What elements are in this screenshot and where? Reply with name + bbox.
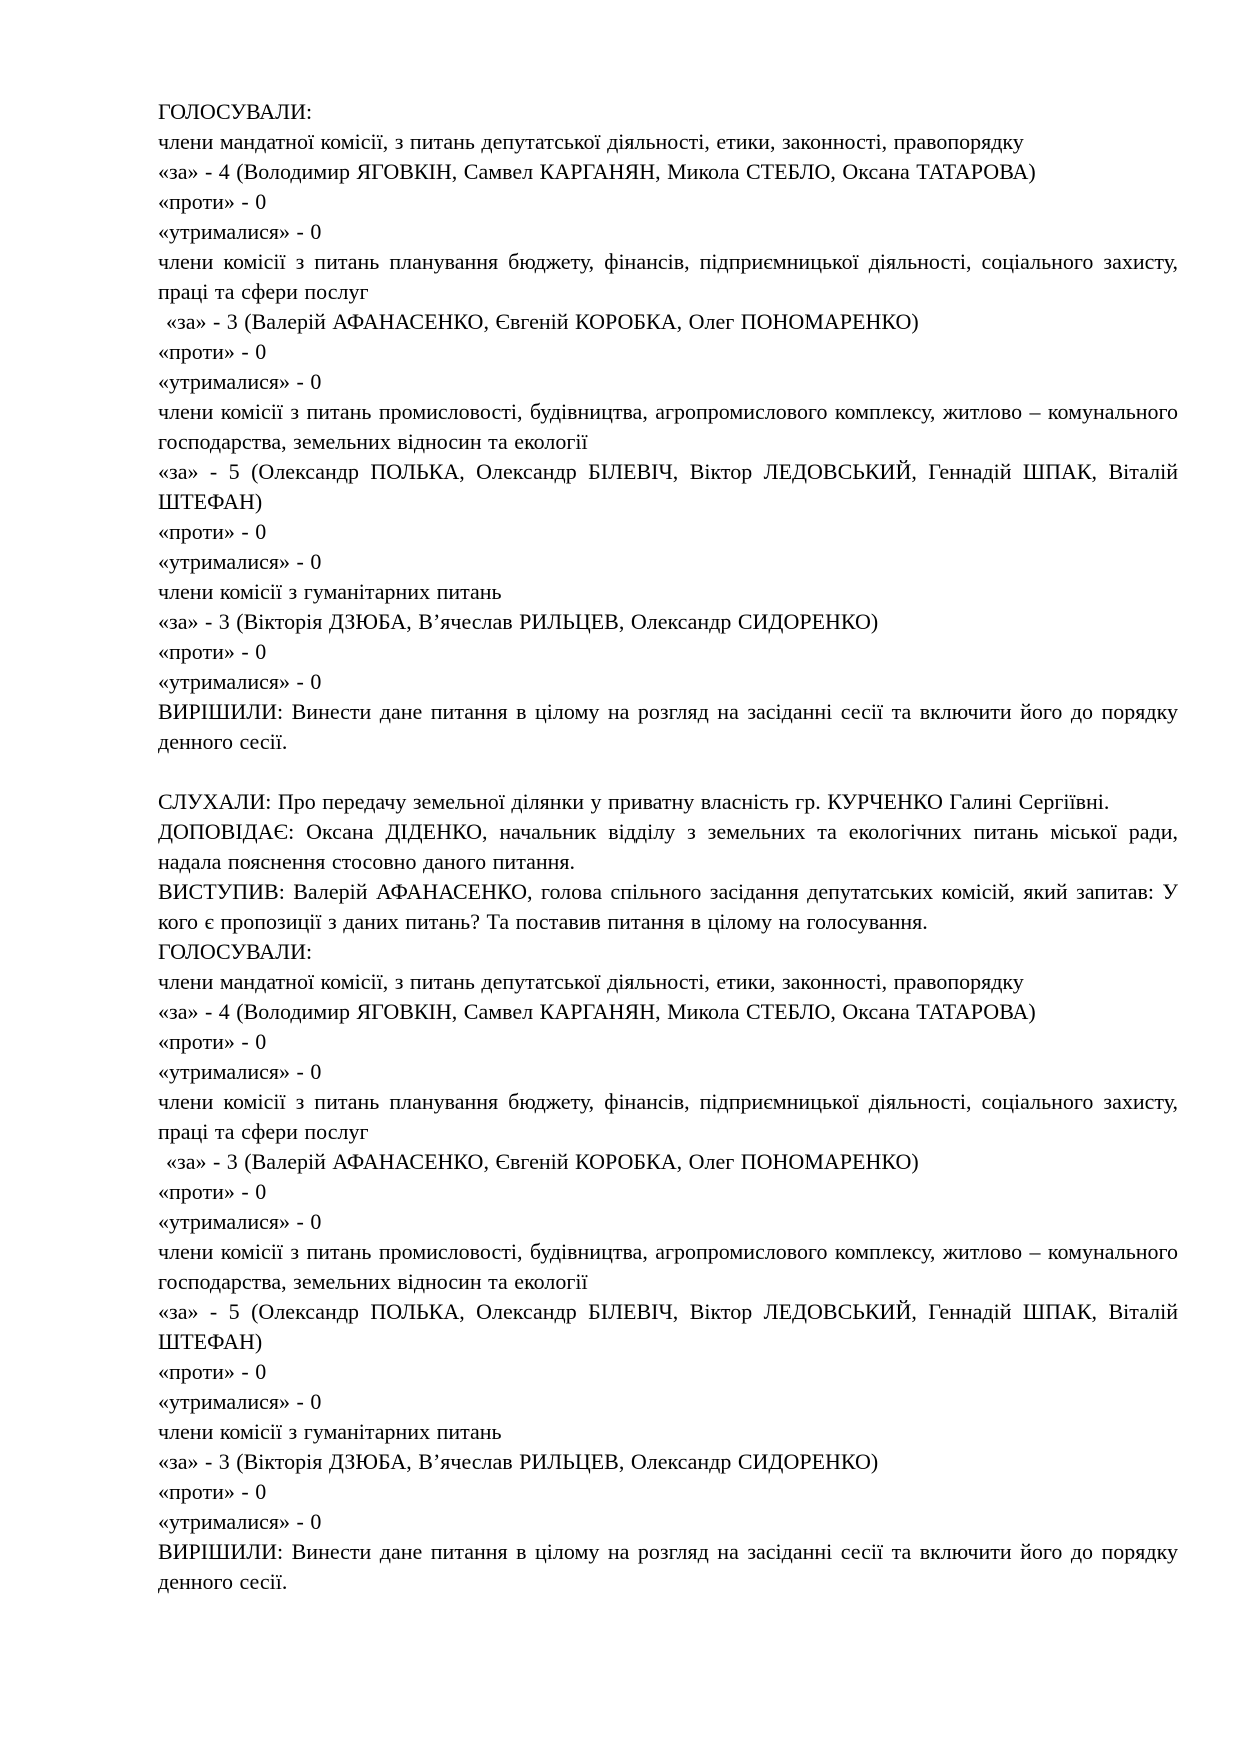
paragraph: «проти» - 0 <box>158 639 267 664</box>
paragraph: «проти» - 0 <box>158 1479 267 1504</box>
paragraph: «за» - 3 (Валерій АФАНАСЕНКО, Євгеній КОРОБКА, Олег ПОНОМАРЕНКО) <box>166 1149 919 1174</box>
paragraph: ВИРІШИЛИ: Винести дане питання в цілому на розгляд на засіданні сесії та включити його до порядку денного сесії. <box>158 699 1178 754</box>
paragraph: «утрималися» - 0 <box>158 369 322 394</box>
paragraph: «утрималися» - 0 <box>158 1059 322 1084</box>
paragraph: «утрималися» - 0 <box>158 1389 322 1414</box>
paragraph: ВИРІШИЛИ: Винести дане питання в цілому на розгляд на засіданні сесії та включити його до порядку денного сесії. <box>158 1539 1178 1594</box>
paragraph: «проти» - 0 <box>158 339 267 364</box>
paragraph: ГОЛОСУВАЛИ: <box>158 939 313 964</box>
paragraph: «за» - 3 (Вікторія ДЗЮБА, В’ячеслав РИЛЬЦЕВ, Олександр СИДОРЕНКО) <box>158 609 879 634</box>
paragraph: «за» - 3 (Валерій АФАНАСЕНКО, Євгеній КОРОБКА, Олег ПОНОМАРЕНКО) <box>166 309 919 334</box>
paragraph: ДОПОВІДАЄ: Оксана ДІДЕНКО, начальник відділу з земельних та екологічних питань міської ради, надала пояснення стосовно даного питання. <box>158 819 1178 874</box>
paragraph: «утрималися» - 0 <box>158 1509 322 1534</box>
paragraph: «проти» - 0 <box>158 1359 267 1384</box>
paragraph: члени комісії з гуманітарних питань <box>158 579 502 604</box>
paragraph: «проти» - 0 <box>158 1179 267 1204</box>
paragraph: «утрималися» - 0 <box>158 219 322 244</box>
paragraph: члени комісії з питань планування бюджету, фінансів, підприємницької діяльності, соціального захисту, праці та сфери послуг <box>158 249 1178 304</box>
paragraph: ВИСТУПИВ: Валерій АФАНАСЕНКО, голова спільного засідання депутатських комісій, який запитав: У кого є пропозиції з даних питань? Та поставив питання в цілому на голосування. <box>158 879 1178 934</box>
paragraph: «утрималися» - 0 <box>158 669 322 694</box>
paragraph: ГОЛОСУВАЛИ: <box>158 99 313 124</box>
paragraph: «за» - 5 (Олександр ПОЛЬКА, Олександр БІЛЕВІЧ, Віктор ЛЕДОВСЬКИЙ, Геннадій ШПАК, Віталій ШТЕФАН) <box>158 1299 1178 1354</box>
paragraph: «за» - 3 (Вікторія ДЗЮБА, В’ячеслав РИЛЬЦЕВ, Олександр СИДОРЕНКО) <box>158 1449 879 1474</box>
paragraph: члени комісії з питань промисловості, будівництва, агропромислового комплексу, житлово – комунального господарства, земельних відносин та екології <box>158 1239 1178 1294</box>
paragraph: «утрималися» - 0 <box>158 549 322 574</box>
paragraph: «за» - 4 (Володимир ЯГОВКІН, Самвел КАРГАНЯН, Микола СТЕБЛО, Оксана ТАТАРОВА) <box>158 999 1036 1024</box>
blank-line <box>158 757 1178 787</box>
paragraph: «утрималися» - 0 <box>158 1209 322 1234</box>
paragraph: СЛУХАЛИ: Про передачу земельної ділянки у приватну власність гр. КУРЧЕНКО Галині Сергіївні. <box>158 789 1110 814</box>
paragraph: «за» - 4 (Володимир ЯГОВКІН, Самвел КАРГАНЯН, Микола СТЕБЛО, Оксана ТАТАРОВА) <box>158 159 1036 184</box>
paragraph: члени комісії з питань промисловості, будівництва, агропромислового комплексу, житлово – комунального господарства, земельних відносин та екології <box>158 399 1178 454</box>
paragraph: «проти» - 0 <box>158 519 267 544</box>
paragraph: «проти» - 0 <box>158 1029 267 1054</box>
paragraph: члени комісії з питань планування бюджету, фінансів, підприємницької діяльності, соціального захисту, праці та сфери послуг <box>158 1089 1178 1144</box>
paragraph: члени мандатної комісії, з питань депутатської діяльності, етики, законності, правопорядку <box>158 969 1024 994</box>
document-content <box>158 97 1178 1597</box>
paragraph: члени комісії з гуманітарних питань <box>158 1419 502 1444</box>
paragraph: «проти» - 0 <box>158 189 267 214</box>
paragraph: «за» - 5 (Олександр ПОЛЬКА, Олександр БІЛЕВІЧ, Віктор ЛЕДОВСЬКИЙ, Геннадій ШПАК, Віталій ШТЕФАН) <box>158 459 1178 514</box>
paragraph: члени мандатної комісії, з питань депутатської діяльності, етики, законності, правопорядку <box>158 129 1024 154</box>
